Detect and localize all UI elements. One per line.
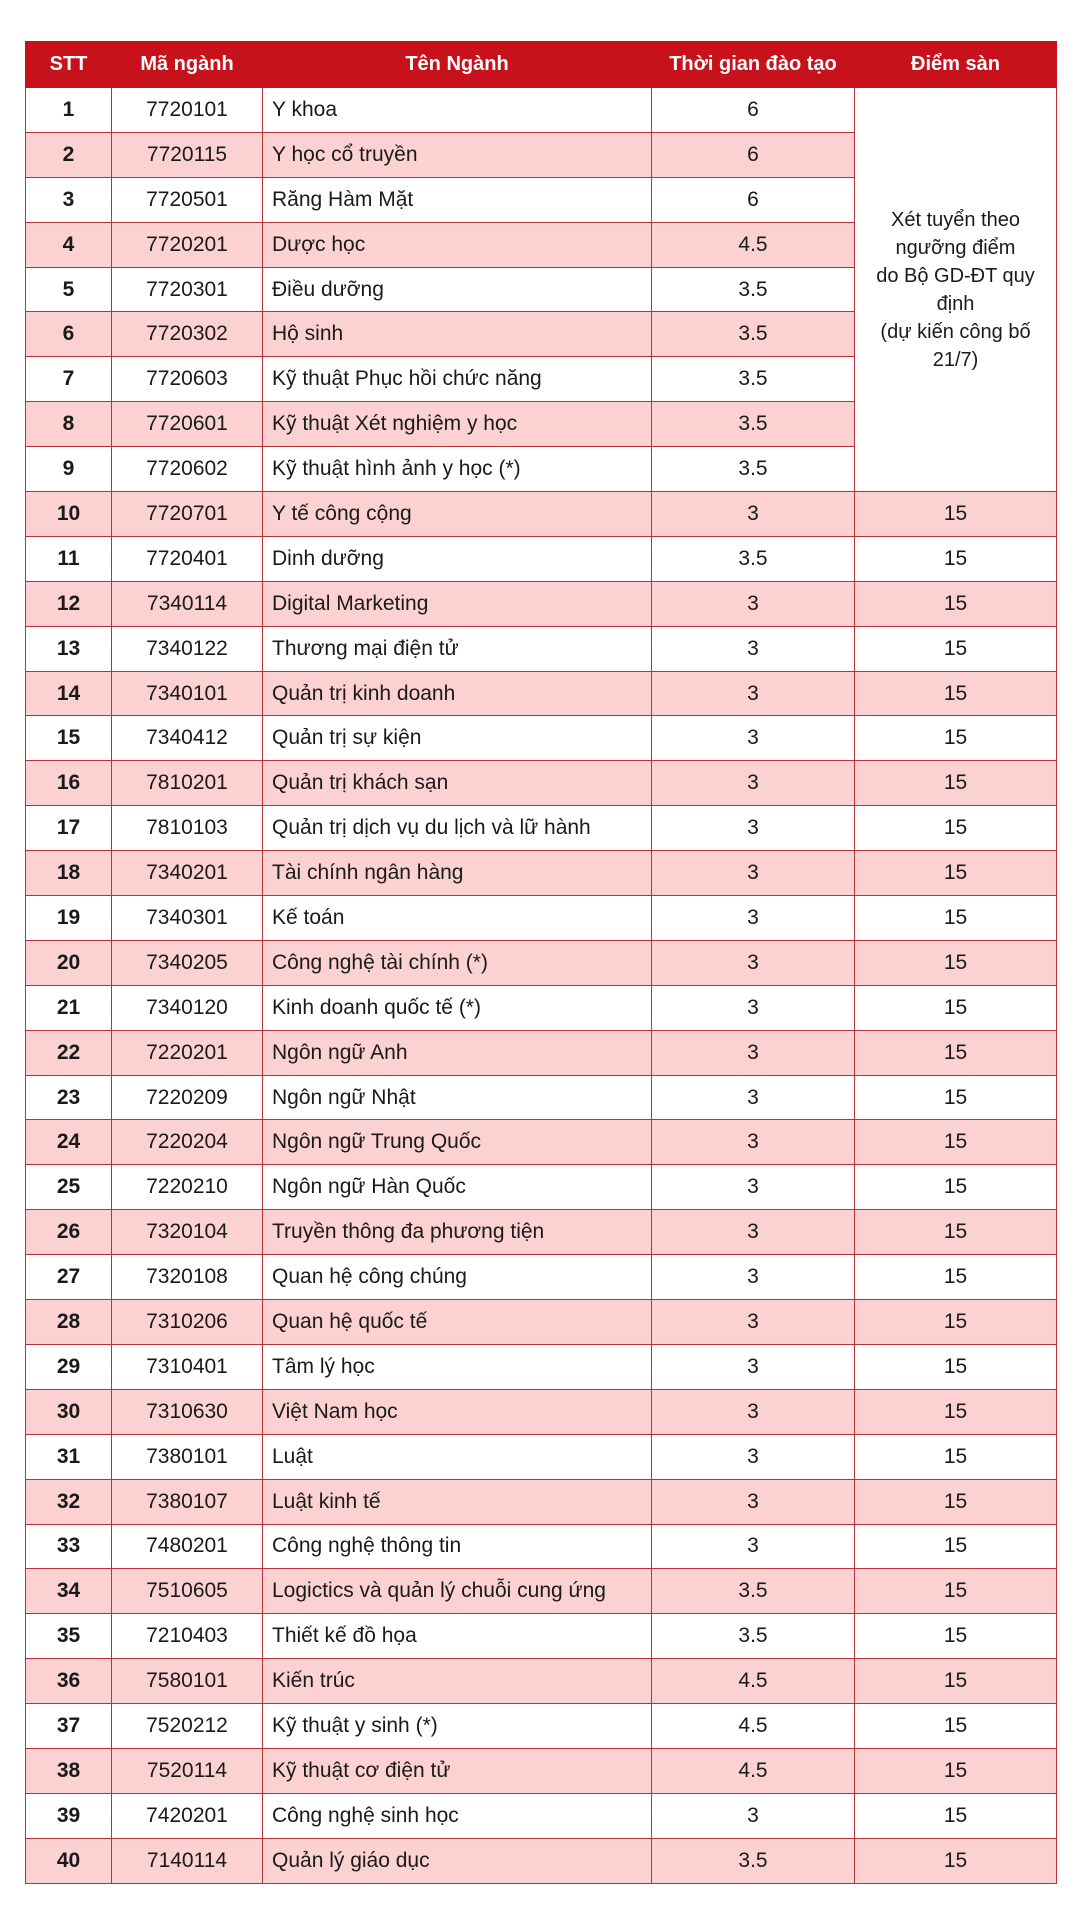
cell-code: 7340120 [112, 985, 263, 1030]
cell-name: Kỹ thuật cơ điện tử [263, 1748, 652, 1793]
cell-name: Y tế công cộng [263, 492, 652, 537]
cell-score: 15 [855, 536, 1057, 581]
admission-table [25, 41, 1057, 1884]
cell-stt: 8 [26, 402, 112, 447]
table-row [26, 1075, 1057, 1120]
table-row [26, 1524, 1057, 1569]
cell-score: 15 [855, 1748, 1057, 1793]
table-row [26, 985, 1057, 1030]
cell-name: Dược học [263, 222, 652, 267]
cell-stt: 4 [26, 222, 112, 267]
header-duration: Thời gian đào tạo [652, 42, 855, 88]
cell-stt: 26 [26, 1210, 112, 1255]
table-row [26, 1030, 1057, 1075]
cell-code: 7810103 [112, 806, 263, 851]
cell-stt: 32 [26, 1479, 112, 1524]
cell-name: Công nghệ tài chính (*) [263, 940, 652, 985]
cell-duration: 3 [652, 1210, 855, 1255]
table-row [26, 536, 1057, 581]
admission-table-container [25, 41, 1056, 1884]
cell-name: Y học cổ truyền [263, 132, 652, 177]
cell-name: Logictics và quản lý chuỗi cung ứng [263, 1569, 652, 1614]
cell-code: 7720501 [112, 177, 263, 222]
cell-duration: 3 [652, 716, 855, 761]
table-row [26, 1255, 1057, 1300]
cell-name: Tâm lý học [263, 1344, 652, 1389]
cell-name: Truyền thông đa phương tiện [263, 1210, 652, 1255]
table-row [26, 1120, 1057, 1165]
cell-stt: 5 [26, 267, 112, 312]
cell-duration: 3.5 [652, 1838, 855, 1883]
note-line: Xét tuyển theo [891, 208, 1020, 231]
cell-stt: 11 [26, 536, 112, 581]
cell-stt: 16 [26, 761, 112, 806]
cell-stt: 3 [26, 177, 112, 222]
cell-duration: 4.5 [652, 222, 855, 267]
cell-stt: 17 [26, 806, 112, 851]
cell-score: 15 [855, 1659, 1057, 1704]
cell-code: 7320104 [112, 1210, 263, 1255]
cell-name: Kiến trúc [263, 1659, 652, 1704]
table-row [26, 1659, 1057, 1704]
cell-name: Tài chính ngân hàng [263, 851, 652, 896]
table-row [26, 1344, 1057, 1389]
cell-code: 7720401 [112, 536, 263, 581]
cell-score: 15 [855, 716, 1057, 761]
cell-code: 7340122 [112, 626, 263, 671]
cell-duration: 3.5 [652, 1569, 855, 1614]
table-row [26, 581, 1057, 626]
cell-name: Ngôn ngữ Hàn Quốc [263, 1165, 652, 1210]
table-row [26, 1210, 1057, 1255]
cell-score: 15 [855, 1614, 1057, 1659]
cell-stt: 13 [26, 626, 112, 671]
cell-duration: 3 [652, 1793, 855, 1838]
cell-stt: 18 [26, 851, 112, 896]
score-merged-note [855, 88, 1057, 492]
table-row [26, 1838, 1057, 1883]
table-row [26, 1434, 1057, 1479]
cell-score: 15 [855, 806, 1057, 851]
cell-code: 7340205 [112, 940, 263, 985]
table-row [26, 1300, 1057, 1345]
cell-stt: 35 [26, 1614, 112, 1659]
table-row [26, 626, 1057, 671]
cell-code: 7810201 [112, 761, 263, 806]
cell-name: Digital Marketing [263, 581, 652, 626]
cell-duration: 3 [652, 806, 855, 851]
cell-score: 15 [855, 1479, 1057, 1524]
cell-name: Quan hệ công chúng [263, 1255, 652, 1300]
cell-name: Quan hệ quốc tế [263, 1300, 652, 1345]
cell-code: 7220201 [112, 1030, 263, 1075]
cell-name: Kỹ thuật y sinh (*) [263, 1704, 652, 1749]
cell-code: 7720302 [112, 312, 263, 357]
cell-stt: 39 [26, 1793, 112, 1838]
cell-stt: 12 [26, 581, 112, 626]
cell-name: Việt Nam học [263, 1389, 652, 1434]
cell-code: 7310206 [112, 1300, 263, 1345]
cell-code: 7720603 [112, 357, 263, 402]
cell-duration: 3 [652, 1300, 855, 1345]
cell-duration: 4.5 [652, 1748, 855, 1793]
table-row [26, 1165, 1057, 1210]
cell-code: 7720601 [112, 402, 263, 447]
cell-code: 7380101 [112, 1434, 263, 1479]
table-row [26, 716, 1057, 761]
cell-code: 7340201 [112, 851, 263, 896]
cell-score: 15 [855, 851, 1057, 896]
table-body [26, 88, 1057, 1884]
cell-score: 15 [855, 1165, 1057, 1210]
note-line: 21/7) [932, 348, 979, 371]
cell-score: 15 [855, 492, 1057, 537]
cell-duration: 3.5 [652, 1614, 855, 1659]
cell-stt: 36 [26, 1659, 112, 1704]
cell-name: Kế toán [263, 896, 652, 941]
cell-code: 7380107 [112, 1479, 263, 1524]
cell-duration: 3 [652, 671, 855, 716]
cell-name: Y khoa [263, 88, 652, 133]
cell-score: 15 [855, 1030, 1057, 1075]
cell-stt: 7 [26, 357, 112, 402]
note-line: định [936, 292, 975, 315]
cell-name: Kinh doanh quốc tế (*) [263, 985, 652, 1030]
cell-code: 7520114 [112, 1748, 263, 1793]
cell-score: 15 [855, 1434, 1057, 1479]
cell-name: Hộ sinh [263, 312, 652, 357]
cell-score: 15 [855, 1704, 1057, 1749]
cell-code: 7220204 [112, 1120, 263, 1165]
cell-name: Ngôn ngữ Nhật [263, 1075, 652, 1120]
table-row [26, 1479, 1057, 1524]
cell-stt: 2 [26, 132, 112, 177]
cell-name: Kỹ thuật Xét nghiệm y học [263, 402, 652, 447]
cell-score: 15 [855, 940, 1057, 985]
cell-score: 15 [855, 1210, 1057, 1255]
cell-duration: 3.5 [652, 447, 855, 492]
cell-duration: 3 [652, 1165, 855, 1210]
note-line: do Bộ GD-ĐT quy [876, 264, 1035, 287]
cell-stt: 20 [26, 940, 112, 985]
header-score: Điểm sàn [855, 42, 1057, 88]
cell-score: 15 [855, 896, 1057, 941]
cell-name: Quản trị kinh doanh [263, 671, 652, 716]
cell-stt: 33 [26, 1524, 112, 1569]
cell-code: 7720701 [112, 492, 263, 537]
cell-duration: 3 [652, 1389, 855, 1434]
cell-duration: 3 [652, 626, 855, 671]
cell-duration: 4.5 [652, 1704, 855, 1749]
cell-stt: 28 [26, 1300, 112, 1345]
cell-code: 7720301 [112, 267, 263, 312]
cell-score: 15 [855, 581, 1057, 626]
cell-stt: 31 [26, 1434, 112, 1479]
cell-duration: 3 [652, 1524, 855, 1569]
cell-name: Quản trị dịch vụ du lịch và lữ hành [263, 806, 652, 851]
cell-duration: 3 [652, 940, 855, 985]
note-line: ngưỡng điểm [895, 236, 1016, 259]
cell-name: Luật kinh tế [263, 1479, 652, 1524]
header-name: Tên Ngành [263, 42, 652, 88]
cell-duration: 3.5 [652, 357, 855, 402]
table-row [26, 896, 1057, 941]
cell-code: 7520212 [112, 1704, 263, 1749]
cell-name: Ngôn ngữ Trung Quốc [263, 1120, 652, 1165]
table-row [26, 88, 1057, 133]
cell-code: 7720115 [112, 132, 263, 177]
cell-name: Thiết kế đồ họa [263, 1614, 652, 1659]
table-row [26, 492, 1057, 537]
cell-code: 7220210 [112, 1165, 263, 1210]
cell-stt: 40 [26, 1838, 112, 1883]
cell-code: 7220209 [112, 1075, 263, 1120]
cell-score: 15 [855, 671, 1057, 716]
cell-stt: 14 [26, 671, 112, 716]
cell-score: 15 [855, 1569, 1057, 1614]
cell-duration: 3.5 [652, 267, 855, 312]
cell-score: 15 [855, 1300, 1057, 1345]
cell-score: 15 [855, 761, 1057, 806]
cell-stt: 24 [26, 1120, 112, 1165]
cell-score: 15 [855, 1075, 1057, 1120]
header-code: Mã ngành [112, 42, 263, 88]
cell-duration: 6 [652, 132, 855, 177]
cell-duration: 6 [652, 88, 855, 133]
cell-duration: 3 [652, 1030, 855, 1075]
cell-code: 7340412 [112, 716, 263, 761]
cell-name: Điều dưỡng [263, 267, 652, 312]
cell-name: Dinh dưỡng [263, 536, 652, 581]
cell-score: 15 [855, 1838, 1057, 1883]
cell-score: 15 [855, 1255, 1057, 1300]
table-row [26, 1704, 1057, 1749]
cell-stt: 38 [26, 1748, 112, 1793]
cell-score: 15 [855, 626, 1057, 671]
cell-code: 7340301 [112, 896, 263, 941]
cell-name: Quản lý giáo dục [263, 1838, 652, 1883]
cell-stt: 29 [26, 1344, 112, 1389]
cell-code: 7580101 [112, 1659, 263, 1704]
cell-stt: 23 [26, 1075, 112, 1120]
cell-duration: 3 [652, 1120, 855, 1165]
cell-duration: 3 [652, 1075, 855, 1120]
cell-stt: 15 [26, 716, 112, 761]
cell-score: 15 [855, 1389, 1057, 1434]
cell-score: 15 [855, 1793, 1057, 1838]
cell-duration: 3 [652, 581, 855, 626]
cell-duration: 3 [652, 851, 855, 896]
table-row [26, 1614, 1057, 1659]
cell-code: 7420201 [112, 1793, 263, 1838]
cell-stt: 34 [26, 1569, 112, 1614]
cell-score: 15 [855, 985, 1057, 1030]
cell-stt: 25 [26, 1165, 112, 1210]
cell-duration: 3 [652, 896, 855, 941]
cell-duration: 3.5 [652, 312, 855, 357]
cell-stt: 1 [26, 88, 112, 133]
cell-duration: 3 [652, 1344, 855, 1389]
table-row [26, 806, 1057, 851]
table-row [26, 761, 1057, 806]
cell-stt: 6 [26, 312, 112, 357]
table-row [26, 1389, 1057, 1434]
cell-stt: 30 [26, 1389, 112, 1434]
cell-duration: 3 [652, 1434, 855, 1479]
cell-code: 7340114 [112, 581, 263, 626]
cell-duration: 3.5 [652, 536, 855, 581]
cell-name: Kỹ thuật Phục hồi chức năng [263, 357, 652, 402]
cell-name: Luật [263, 1434, 652, 1479]
cell-name: Kỹ thuật hình ảnh y học (*) [263, 447, 652, 492]
cell-duration: 3 [652, 1479, 855, 1524]
cell-code: 7310630 [112, 1389, 263, 1434]
cell-score: 15 [855, 1120, 1057, 1165]
cell-name: Quản trị khách sạn [263, 761, 652, 806]
cell-name: Công nghệ sinh học [263, 1793, 652, 1838]
cell-code: 7140114 [112, 1838, 263, 1883]
cell-duration: 6 [652, 177, 855, 222]
cell-name: Ngôn ngữ Anh [263, 1030, 652, 1075]
cell-duration: 3 [652, 492, 855, 537]
cell-code: 7720602 [112, 447, 263, 492]
cell-code: 7310401 [112, 1344, 263, 1389]
note-line: (dự kiến công bố [880, 320, 1031, 343]
cell-code: 7720201 [112, 222, 263, 267]
cell-code: 7210403 [112, 1614, 263, 1659]
cell-name: Công nghệ thông tin [263, 1524, 652, 1569]
table-row [26, 940, 1057, 985]
table-row [26, 851, 1057, 896]
cell-score: 15 [855, 1524, 1057, 1569]
cell-stt: 27 [26, 1255, 112, 1300]
table-row [26, 671, 1057, 716]
table-row [26, 1569, 1057, 1614]
header-stt: STT [26, 42, 112, 88]
cell-code: 7510605 [112, 1569, 263, 1614]
cell-duration: 3.5 [652, 402, 855, 447]
cell-stt: 21 [26, 985, 112, 1030]
table-row [26, 1793, 1057, 1838]
cell-name: Quản trị sự kiện [263, 716, 652, 761]
cell-stt: 9 [26, 447, 112, 492]
cell-duration: 3 [652, 985, 855, 1030]
table-header-row [26, 42, 1057, 88]
cell-duration: 3 [652, 761, 855, 806]
cell-name: Thương mại điện tử [263, 626, 652, 671]
cell-stt: 19 [26, 896, 112, 941]
cell-code: 7720101 [112, 88, 263, 133]
cell-code: 7340101 [112, 671, 263, 716]
cell-code: 7480201 [112, 1524, 263, 1569]
table-row [26, 1748, 1057, 1793]
cell-score: 15 [855, 1344, 1057, 1389]
cell-name: Răng Hàm Mặt [263, 177, 652, 222]
cell-stt: 37 [26, 1704, 112, 1749]
cell-stt: 10 [26, 492, 112, 537]
cell-code: 7320108 [112, 1255, 263, 1300]
cell-duration: 3 [652, 1255, 855, 1300]
cell-duration: 4.5 [652, 1659, 855, 1704]
cell-stt: 22 [26, 1030, 112, 1075]
